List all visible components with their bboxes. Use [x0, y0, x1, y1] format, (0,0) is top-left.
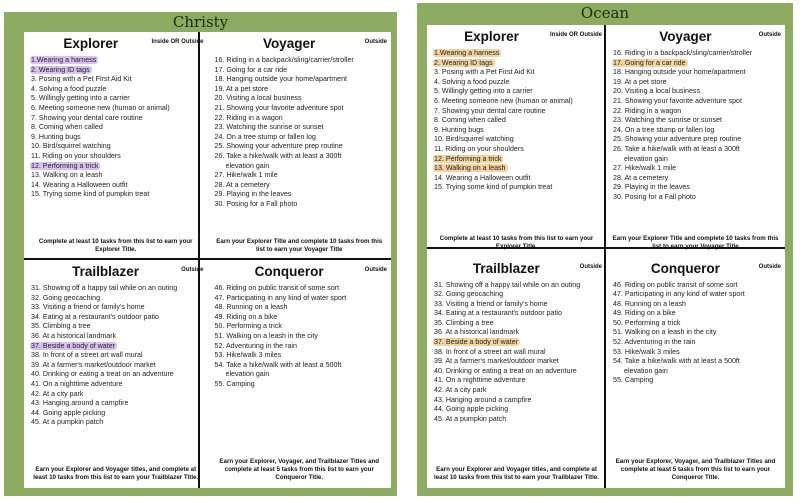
- task-item: [612, 300, 781, 310]
- task-text: 5. Willingly getting into a carrier: [31, 94, 130, 103]
- task-item: [612, 309, 781, 319]
- location-tag: Inside OR Outside: [151, 39, 204, 45]
- task-text: 2. Wearing ID tags: [31, 65, 90, 74]
- task-text: 20. Visiting a local business: [214, 94, 302, 103]
- ocean-sheet: [417, 3, 793, 496]
- task-item: [433, 97, 602, 107]
- task-text: 3. Posing with a Pet First Aid Kit: [434, 68, 535, 77]
- task-item: [214, 133, 388, 143]
- task-item: [30, 390, 204, 400]
- task-text: 24. On a tree stump or fallen log: [613, 125, 715, 134]
- task-text: 25. Showing your adventure prep routine: [214, 142, 343, 151]
- task-item: [214, 85, 388, 95]
- task-text: 19. At a pet store: [613, 77, 667, 86]
- task-item: [214, 303, 388, 313]
- task-text: 31. Showing off a happy tail while on an outing: [31, 284, 178, 292]
- task-text: 28. At a cemetery: [613, 173, 669, 182]
- task-item: [612, 87, 781, 97]
- task-item: [30, 66, 204, 76]
- quadrant-footer: Earn your Explorer Title and complete 10 tasks from this list to earn your Voyager Title: [612, 234, 779, 250]
- task-text: 9. Hunting bugs: [434, 125, 484, 134]
- task-text: 42. At a city park: [434, 386, 487, 395]
- task-item: [612, 116, 781, 126]
- task-item: [30, 399, 204, 409]
- task-text: 32. Going geocaching: [434, 290, 504, 299]
- task-item: [30, 85, 204, 95]
- task-list: [433, 49, 602, 193]
- task-item: [433, 357, 602, 367]
- task-list: [612, 281, 781, 387]
- task-item: [433, 107, 602, 117]
- task-item: [612, 164, 781, 174]
- task-item: [612, 107, 781, 117]
- task-item: [433, 126, 602, 136]
- quadrant-footer: Complete at least 10 tasks from this list to earn your Explorer Title.: [38, 238, 193, 253]
- task-text: 52. Adventuring in the rain: [613, 338, 696, 347]
- task-text: 11. Riding on your shoulders: [31, 151, 121, 160]
- task-text: 41. On a nighttime adventure: [434, 376, 526, 385]
- task-item: [433, 145, 602, 155]
- task-text: 55. Camping: [214, 379, 255, 388]
- location-tag: Outside: [364, 267, 387, 273]
- task-text: 48. Running on a leash: [613, 299, 686, 308]
- task-item: [612, 174, 781, 184]
- task-item: [612, 319, 781, 329]
- quadrant-footer: Earn your Explorer, Voyager, and Trailblazer Titles and complete at least 5 tasks from this list to earn your Conqueror Title.: [615, 458, 776, 481]
- task-item: [214, 200, 388, 210]
- task-text: 37. Beside a body of water: [31, 341, 115, 350]
- task-item: [214, 56, 388, 66]
- task-item: [30, 94, 204, 104]
- task-text: 31. Showing off a happy tail while on an outing: [434, 280, 581, 289]
- task-item: [30, 380, 204, 390]
- task-text: 5. Willingly getting into a carrier: [434, 87, 533, 96]
- quadrant-footer: Earn your Explorer, Voyager, and Trailblazer Titles and complete at least 5 tasks from this list to earn your Conqueror Title.: [219, 458, 380, 481]
- task-text: 3. Posing with a Pet First Aid Kit: [31, 75, 132, 84]
- task-text: 4. Solving a food puzzle: [434, 77, 510, 86]
- task-text: 21. Showing your favorite adventure spot: [214, 103, 344, 112]
- task-text: 15. Trying some kind of pumpkin treat: [31, 190, 150, 199]
- task-item: [214, 152, 388, 171]
- task-text: 6. Meeting someone new (human or animal): [434, 96, 573, 105]
- task-text: 20. Visiting a local business: [613, 87, 701, 96]
- task-item: [30, 133, 204, 143]
- task-item: [30, 123, 204, 133]
- task-item: [30, 171, 204, 181]
- task-item: [214, 294, 388, 304]
- task-text: 39. At a farmer's market/outdoor market: [31, 360, 156, 369]
- task-item: [30, 152, 204, 162]
- task-item: [433, 183, 602, 193]
- task-item: [612, 78, 781, 88]
- task-item: [214, 142, 388, 152]
- checklist-paper: [427, 25, 785, 488]
- task-item: [612, 183, 781, 193]
- task-item: [214, 322, 388, 332]
- task-text: 49. Riding on a bike: [214, 312, 278, 321]
- task-item: [433, 68, 602, 78]
- task-text: 47. Participating in any kind of water sport: [613, 290, 745, 299]
- quadrant-title: Voyager: [262, 36, 316, 51]
- task-text: 44. Going apple picking: [434, 405, 509, 414]
- task-item: [30, 162, 204, 172]
- location-tag: Outside: [579, 263, 602, 270]
- task-item: [433, 164, 602, 174]
- task-item: [612, 59, 781, 69]
- task-text: 6. Meeting someone new (human or animal): [31, 103, 170, 112]
- task-item: [30, 181, 204, 191]
- task-text: 47. Participating in any kind of water sport: [214, 293, 347, 302]
- location-tag: Inside OR Outside: [549, 32, 602, 38]
- task-text: 40. Drinking or eating a treat on an adventure: [434, 366, 577, 375]
- task-item: [30, 409, 204, 419]
- task-text: 45. At a pumpkin patch: [434, 414, 507, 423]
- task-text: 50. Performing a trick: [613, 318, 681, 327]
- task-text: 1.Wearing a harness: [31, 56, 97, 64]
- task-item: [433, 300, 602, 310]
- task-text: 30. Posing for a Fall photo: [613, 192, 696, 201]
- task-text: 1.Wearing a harness: [434, 49, 500, 57]
- task-text: 21. Showing your favorite adventure spot: [613, 96, 742, 105]
- quadrant-header: [612, 261, 781, 279]
- task-text: 36. At a historical landmark: [31, 331, 117, 340]
- task-text: 4. Solving a food puzzle: [31, 84, 107, 93]
- task-item: [612, 328, 781, 338]
- task-text: 43. Hanging around a campfire: [434, 395, 532, 404]
- quadrant-header: [433, 29, 602, 47]
- task-text: 39. At a farmer's market/outdoor market: [434, 357, 559, 366]
- quadrant-conqueror: [606, 257, 785, 489]
- task-text-continued: elevation gain: [225, 161, 270, 170]
- task-item: [433, 135, 602, 145]
- task-text: 14. Wearing a Halloween outfit: [31, 180, 128, 189]
- task-item: [214, 171, 388, 181]
- quadrant-voyager: [606, 25, 785, 257]
- task-text: 38. In front of a street art wall mural: [31, 351, 143, 360]
- task-item: [30, 284, 204, 294]
- task-text: 22. Riding in a wagon: [214, 113, 283, 122]
- task-item: [30, 104, 204, 114]
- task-text: 16. Riding in a backpack/sling/carrier/stroller: [214, 56, 354, 64]
- task-text: 7. Showing your dental care routine: [434, 106, 546, 115]
- task-text: 40. Drinking or eating a treat on an adventure: [31, 370, 174, 379]
- task-item: [433, 376, 602, 386]
- task-text: 26. Take a hike/walk with at least a 300ft: [214, 151, 342, 160]
- task-list: [433, 281, 602, 425]
- task-text: 50. Performing a trick: [214, 322, 282, 331]
- task-item: [214, 361, 388, 380]
- quadrant-footer: Earn your Explorer and Voyager titles, and complete at least 10 tasks from this list to earn your Trailblazer Title.: [434, 466, 599, 481]
- task-item: [30, 361, 204, 371]
- task-text: 33. Visiting a friend or family's home: [31, 303, 145, 312]
- task-item: [433, 396, 602, 406]
- task-text: 23. Watching the sunrise or sunset: [214, 123, 324, 132]
- task-text: 27. Hike/walk 1 mile: [613, 164, 677, 173]
- task-text: 51. Walking on a leash in the city: [214, 331, 318, 340]
- task-item: [612, 145, 781, 164]
- task-list: [214, 56, 388, 210]
- quadrant-trailblazer: [427, 257, 606, 489]
- task-text: 43. Hanging around a campfire: [31, 399, 129, 408]
- task-text: 46. Riding on public transit of some sort: [613, 280, 738, 289]
- quadrant-title: Conqueror: [650, 260, 720, 276]
- task-item: [612, 357, 781, 376]
- quadrant-footer: Earn your Explorer Title and complete 10 tasks from this list to earn your Voyager Title: [216, 238, 383, 253]
- quadrant-conqueror: [208, 260, 392, 488]
- task-item: [612, 135, 781, 145]
- task-item: [433, 367, 602, 377]
- task-list: [30, 284, 204, 428]
- task-item: [214, 75, 388, 85]
- quadrant-title: Voyager: [659, 29, 712, 44]
- task-list: [30, 56, 204, 200]
- task-text: 15. Trying some kind of pumpkin treat: [434, 183, 553, 192]
- task-text: 10. Bird/squirrel watching: [434, 135, 514, 144]
- task-item: [214, 104, 388, 114]
- task-text: 13. Walking on a leash: [31, 171, 103, 180]
- task-text: 18. Hanging outside your home/apartment: [613, 68, 746, 77]
- task-item: [433, 319, 602, 329]
- task-item: [214, 313, 388, 323]
- task-text: 29. Playing in the leaves: [214, 190, 292, 199]
- task-text: 54. Take a hike/walk with at least a 500ft: [214, 360, 342, 369]
- quadrant-title: Explorer: [464, 29, 519, 44]
- quadrant-header: [214, 264, 388, 282]
- task-item: [612, 49, 781, 59]
- task-text: 19. At a pet store: [214, 84, 269, 93]
- task-item: [612, 193, 781, 203]
- task-item: [612, 338, 781, 348]
- task-item: [30, 370, 204, 380]
- task-text-continued: elevation gain: [624, 154, 668, 163]
- task-text: 10. Bird/squirrel watching: [31, 142, 111, 151]
- task-list: [214, 284, 388, 390]
- task-item: [30, 75, 204, 85]
- task-item: [612, 281, 781, 291]
- task-item: [433, 328, 602, 338]
- task-text: 2. Wearing ID tags: [434, 58, 493, 67]
- sheet-title: Christy: [172, 13, 229, 31]
- task-item: [433, 155, 602, 165]
- task-text: 24. On a tree stump or fallen log: [214, 132, 316, 141]
- task-text: 7. Showing your dental care routine: [31, 113, 143, 122]
- quadrant-title: Trailblazer: [72, 264, 139, 279]
- task-text: 51. Walking on a leash in the city: [613, 328, 717, 337]
- task-item: [612, 290, 781, 300]
- task-item: [214, 342, 388, 352]
- task-text: 17. Going for a car ride: [613, 58, 686, 67]
- task-item: [433, 309, 602, 319]
- task-item: [30, 313, 204, 323]
- quadrant-header: [612, 29, 781, 47]
- task-text: 22. Riding in a wagon: [613, 106, 682, 115]
- christy-sheet: [4, 12, 397, 496]
- location-tag: Outside: [181, 267, 204, 273]
- task-item: [30, 351, 204, 361]
- location-tag: Outside: [364, 39, 387, 45]
- task-text: 34. Eating at a restaurant's outdoor patio: [434, 309, 562, 318]
- task-text: 30. Posing for a Fall photo: [214, 199, 298, 208]
- task-text: 13. Walking on a leash: [434, 164, 506, 173]
- task-text: 16. Riding in a backpack/sling/carrier/stroller: [613, 49, 753, 57]
- quadrant-header: [30, 36, 204, 54]
- task-item: [612, 126, 781, 136]
- task-item: [433, 78, 602, 88]
- quadrant-trailblazer: [24, 260, 208, 488]
- task-item: [214, 114, 388, 124]
- task-text: 12. Performing a trick: [31, 161, 99, 170]
- quadrant-voyager: [208, 32, 392, 260]
- task-text: 11. Riding on your shoulders: [434, 144, 524, 153]
- task-item: [433, 405, 602, 415]
- task-item: [612, 376, 781, 386]
- task-text: 8. Coming when called: [434, 116, 506, 125]
- location-tag: Outside: [758, 32, 781, 38]
- task-item: [612, 68, 781, 78]
- task-item: [433, 415, 602, 425]
- task-item: [214, 380, 388, 390]
- sheet-title: Ocean: [580, 4, 630, 22]
- task-text: 9. Hunting bugs: [31, 132, 81, 141]
- task-text: 34. Eating at a restaurant's outdoor patio: [31, 312, 159, 321]
- task-text: 29. Playing in the leaves: [613, 183, 690, 192]
- quadrant-title: Explorer: [63, 36, 119, 51]
- location-tag: Outside: [758, 263, 781, 270]
- task-text: 12. Performing a trick: [434, 154, 502, 163]
- task-item: [30, 418, 204, 428]
- task-text: 45. At a pumpkin patch: [31, 418, 104, 427]
- task-text: 27. Hike/walk 1 mile: [214, 171, 278, 180]
- task-text-continued: elevation gain: [225, 370, 270, 379]
- task-item: [214, 94, 388, 104]
- task-text: 46. Riding on public transit of some sort: [214, 284, 340, 292]
- task-text: 35. Climbing a tree: [31, 322, 91, 331]
- task-text: 8. Coming when called: [31, 123, 103, 132]
- task-text-continued: elevation gain: [624, 366, 668, 375]
- task-text: 28. At a cemetery: [214, 180, 270, 189]
- task-text: 37. Beside a body of water: [434, 338, 518, 347]
- task-text: 49. Riding on a bike: [613, 309, 676, 318]
- task-item: [433, 116, 602, 126]
- task-item: [433, 59, 602, 69]
- task-item: [433, 290, 602, 300]
- task-item: [30, 56, 204, 66]
- task-item: [214, 332, 388, 342]
- task-item: [214, 181, 388, 191]
- task-text: 33. Visiting a friend or family's home: [434, 299, 548, 308]
- task-item: [30, 303, 204, 313]
- task-item: [30, 114, 204, 124]
- quadrant-footer: Complete at least 10 tasks from this list to earn your Explorer Title.: [439, 234, 594, 250]
- task-text: 55. Camping: [613, 376, 654, 385]
- task-text: 25. Showing your adventure prep routine: [613, 135, 742, 144]
- quadrant-header: [433, 261, 602, 279]
- quadrant-header: [30, 264, 204, 282]
- task-text: 23. Watching the sunrise or sunset: [613, 116, 722, 125]
- task-text: 53. Hike/walk 3 miles: [613, 347, 680, 356]
- task-item: [214, 66, 388, 76]
- task-text: 26. Take a hike/walk with at least a 300ft: [613, 144, 740, 153]
- quadrant-title: Trailblazer: [472, 260, 540, 276]
- task-text: 35. Climbing a tree: [434, 318, 494, 327]
- task-text: 41. On a nighttime adventure: [31, 379, 123, 388]
- task-item: [433, 87, 602, 97]
- task-item: [612, 97, 781, 107]
- task-item: [30, 190, 204, 200]
- quadrant-explorer: [427, 25, 606, 257]
- task-item: [214, 284, 388, 294]
- checklist-paper: [24, 32, 391, 488]
- task-item: [30, 322, 204, 332]
- quadrant-header: [214, 36, 388, 54]
- task-text: 44. Going apple picking: [31, 408, 106, 417]
- task-text: 54. Take a hike/walk with at least a 500ft: [613, 357, 740, 366]
- task-item: [214, 190, 388, 200]
- task-item: [612, 348, 781, 358]
- task-item: [214, 123, 388, 133]
- task-text: 14. Wearing a Halloween outfit: [434, 173, 531, 182]
- quadrant-explorer: [24, 32, 208, 260]
- task-item: [30, 142, 204, 152]
- quadrant-title: Conqueror: [254, 264, 324, 279]
- task-item: [433, 348, 602, 358]
- task-item: [433, 281, 602, 291]
- task-item: [433, 174, 602, 184]
- task-text: 32. Going geocaching: [31, 293, 101, 302]
- task-item: [433, 49, 602, 59]
- task-item: [30, 294, 204, 304]
- quadrant-footer: Earn your Explorer and Voyager titles, and complete at least 10 tasks from this list to earn your Trailblazer Title.: [33, 466, 199, 481]
- task-text: 36. At a historical landmark: [434, 328, 520, 337]
- task-text: 52. Adventuring in the rain: [214, 341, 297, 350]
- task-text: 48. Running on a leash: [214, 303, 288, 312]
- task-text: 38. In front of a street art wall mural: [434, 347, 546, 356]
- task-text: 53. Hike/walk 3 miles: [214, 351, 282, 360]
- task-item: [433, 386, 602, 396]
- task-text: 42. At a city park: [31, 389, 84, 398]
- task-item: [30, 342, 204, 352]
- task-item: [30, 332, 204, 342]
- task-list: [612, 49, 781, 203]
- task-text: 18. Hanging outside your home/apartment: [214, 75, 347, 84]
- task-item: [214, 351, 388, 361]
- task-text: 17. Going for a car ride: [214, 65, 288, 74]
- task-item: [433, 338, 602, 348]
